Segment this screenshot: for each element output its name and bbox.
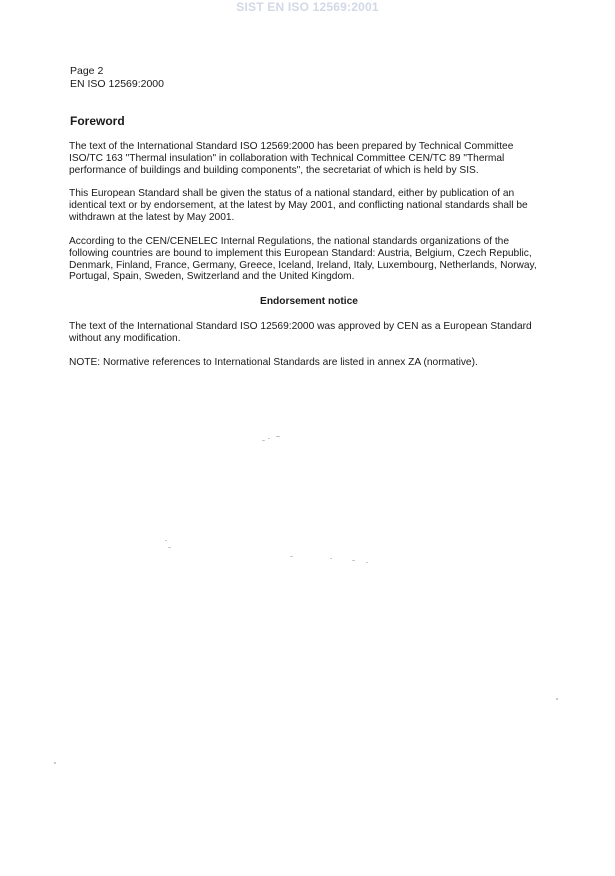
- scan-speck: [276, 436, 280, 437]
- scan-speck: [54, 762, 56, 764]
- foreword-paragraph-3: According to the CEN/CENELEC Internal Regulations, the national standards organizations of the following countries are bound to implement this European Standard: Austria, Belgium, Czech Republic, Denmark, Finland, France, Germany, Greece, Iceland, Ireland, Italy, Luxembourg, Netherlands, Norway, Portugal, Spain, Sweden, Switzerland and the United Kingdom.: [69, 236, 537, 283]
- scan-speck: [268, 438, 270, 439]
- standard-reference: EN ISO 12569:2000: [70, 77, 164, 90]
- scan-speck: [165, 540, 167, 541]
- scan-speck: [352, 560, 355, 561]
- foreword-paragraph-1: The text of the International Standard ISO 12569:2000 has been prepared by Technical Committee ISO/TC 163 "Thermal insulation" in collaboration with Technical Committee CEN/TC 89 "Thermal performance of buildings and building components", the secretariat of which is held by SIS.: [69, 141, 514, 176]
- page-number: Page 2: [70, 65, 104, 77]
- endorsement-heading: Endorsement notice: [260, 296, 358, 307]
- scan-speck: [290, 556, 293, 557]
- scan-speck: [330, 558, 332, 559]
- normative-note: NOTE: Normative references to International Standards are listed in annex ZA (normative).: [69, 357, 478, 368]
- page-header: [70, 65, 164, 90]
- foreword-heading: Foreword: [70, 114, 125, 128]
- scan-speck: [262, 440, 265, 441]
- foreword-paragraph-2: This European Standard shall be given the status of a national standard, either by publication of an identical text or by endorsement, at the latest by May 2001, and conflicting national standards shall be withdrawn at the latest by May 2001.: [69, 188, 528, 223]
- scan-speck: [168, 547, 171, 548]
- watermark: SIST EN ISO 12569:2001: [236, 0, 379, 14]
- scan-speck: [366, 562, 368, 563]
- scan-speck: [556, 698, 558, 700]
- endorsement-paragraph: The text of the International Standard ISO 12569:2000 was approved by CEN as a European Standard without any modification.: [69, 321, 532, 344]
